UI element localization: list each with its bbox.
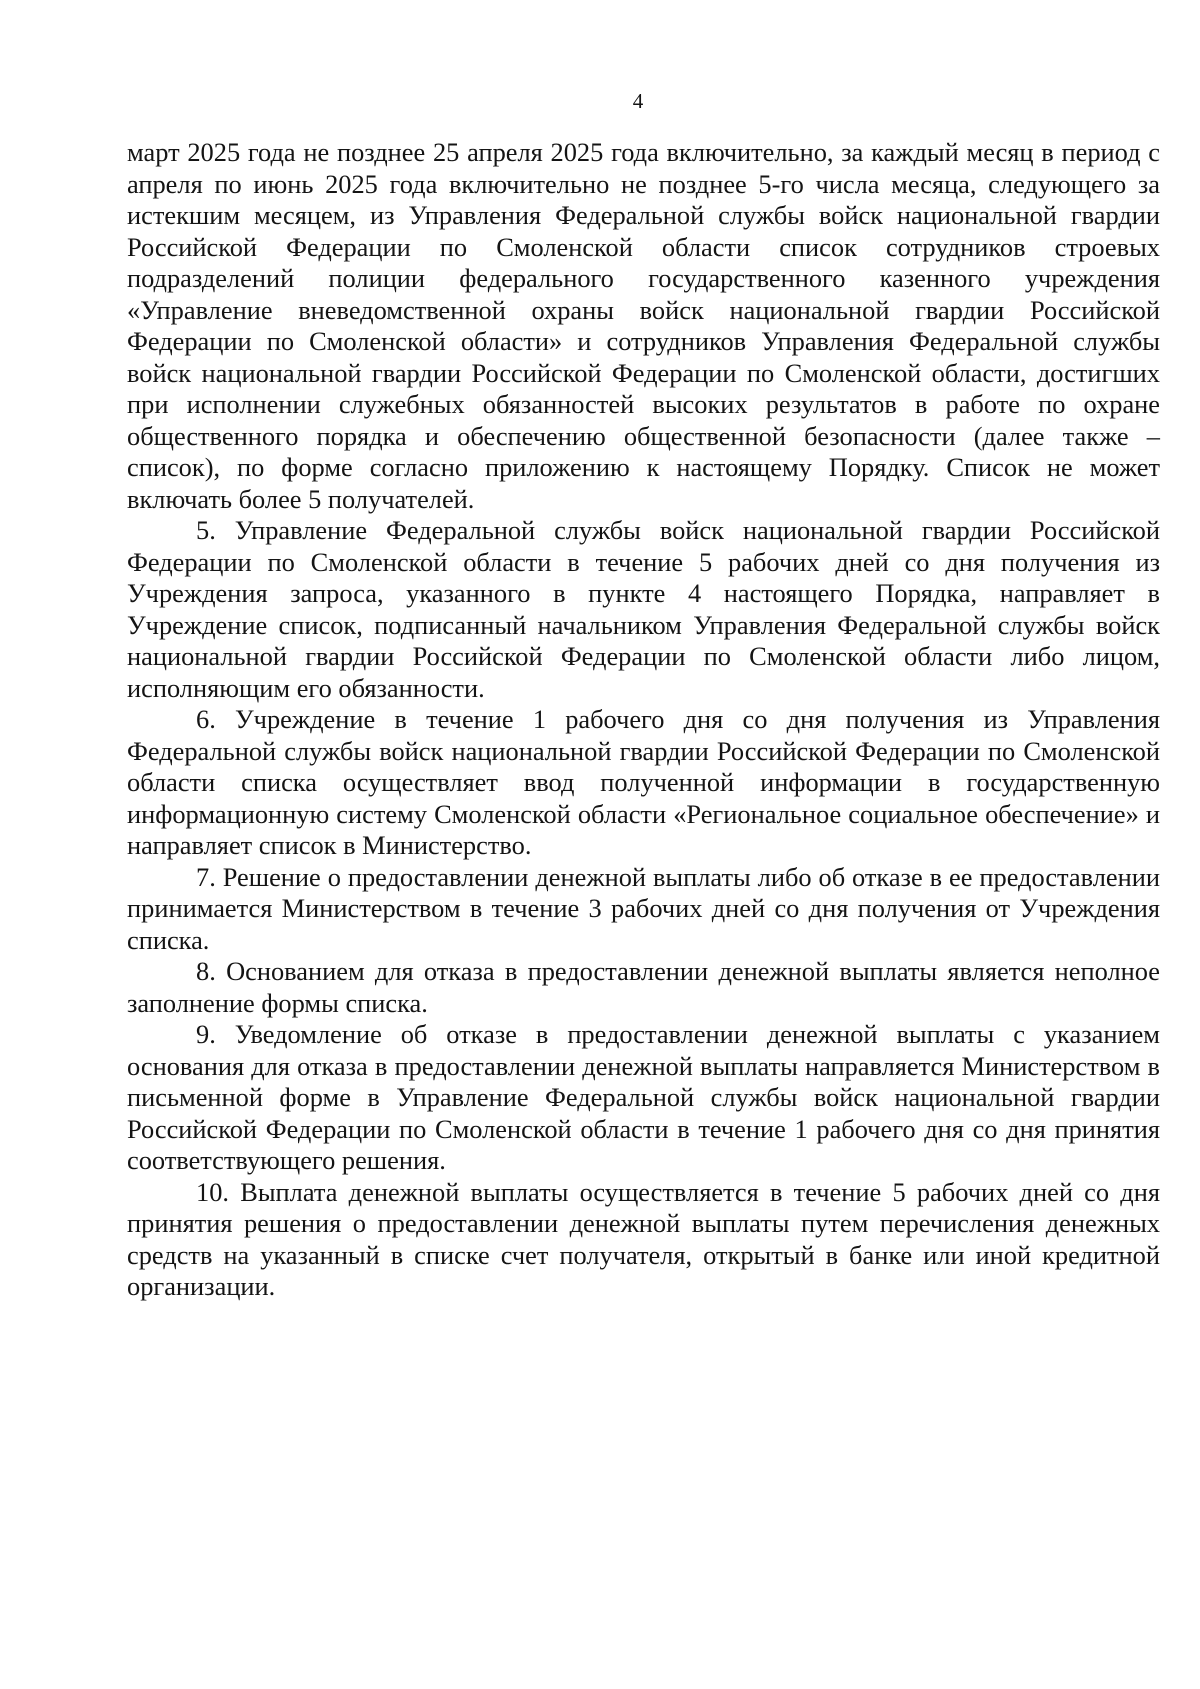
document-body [127, 137, 1160, 1303]
paragraph-9: 9. Уведомление об отказе в предоставлении денежной выплаты с указанием основания для отказа в предоставлении денежной выплаты направляется Министерством в письменной форме в Управление Федеральной службы войск национальной гвардии Российской Федерации по Смоленской области в течение 1 рабочего дня со дня принятия соответствующего решения. [127, 1019, 1160, 1175]
paragraph-4-continuation: март 2025 года не позднее 25 апреля 2025 года включительно, за каждый месяц в период с апреля по июнь 2025 года включительно не позднее 5-го числа месяца, следующего за истекшим месяцем, из Управления Федеральной службы войск национальной гвардии Российской Федерации по Смоленской области список сотрудников строевых подразделений полиции федерального государственного казенного учреждения «Управление вневедомственной охраны войск национальной гвардии Российской Федерации по Смоленской области» и сотрудников Управления Федеральной службы войск национальной гвардии Российской Федерации по Смоленской области, достигших при исполнении служебных обязанностей высоких результатов в работе по охране общественного порядка и обеспечению общественной безопасности (далее также – список), по форме согласно приложению к настоящему Порядку. Список не может включать более 5 получателей. [127, 137, 1160, 514]
paragraph-8: 8. Основанием для отказа в предоставлении денежной выплаты является неполное заполнение формы списка. [127, 956, 1160, 1018]
page-number: 4 [632, 89, 644, 113]
paragraph-6: 6. Учреждение в течение 1 рабочего дня со дня получения из Управления Федеральной службы войск национальной гвардии Российской Федерации по Смоленской области списка осуществляет ввод полученной информации в государственную информационную систему Смоленской области «Региональное социальное обеспечение» и направляет список в Министерство. [127, 704, 1160, 860]
paragraph-10: 10. Выплата денежной выплаты осуществляется в течение 5 рабочих дней со дня принятия решения о предоставлении денежной выплаты путем перечисления денежных средств на указанный в списке счет получателя, открытый в банке или иной кредитной организации. [127, 1176, 1160, 1301]
paragraph-5: 5. Управление Федеральной службы войск национальной гвардии Российской Федерации по Смоленской области в течение 5 рабочих дней со дня получения из Учреждения запроса, указанного в пункте 4 настоящего Порядка, направляет в Учреждение список, подписанный начальником Управления Федеральной службы войск национальной гвардии Российской Федерации по Смоленской области либо лицом, исполняющим его обязанности. [127, 515, 1160, 703]
paragraph-7: 7. Решение о предоставлении денежной выплаты либо об отказе в ее предоставлении принимается Министерством в течение 3 рабочих дней со дня получения от Учреждения списка. [127, 861, 1160, 955]
